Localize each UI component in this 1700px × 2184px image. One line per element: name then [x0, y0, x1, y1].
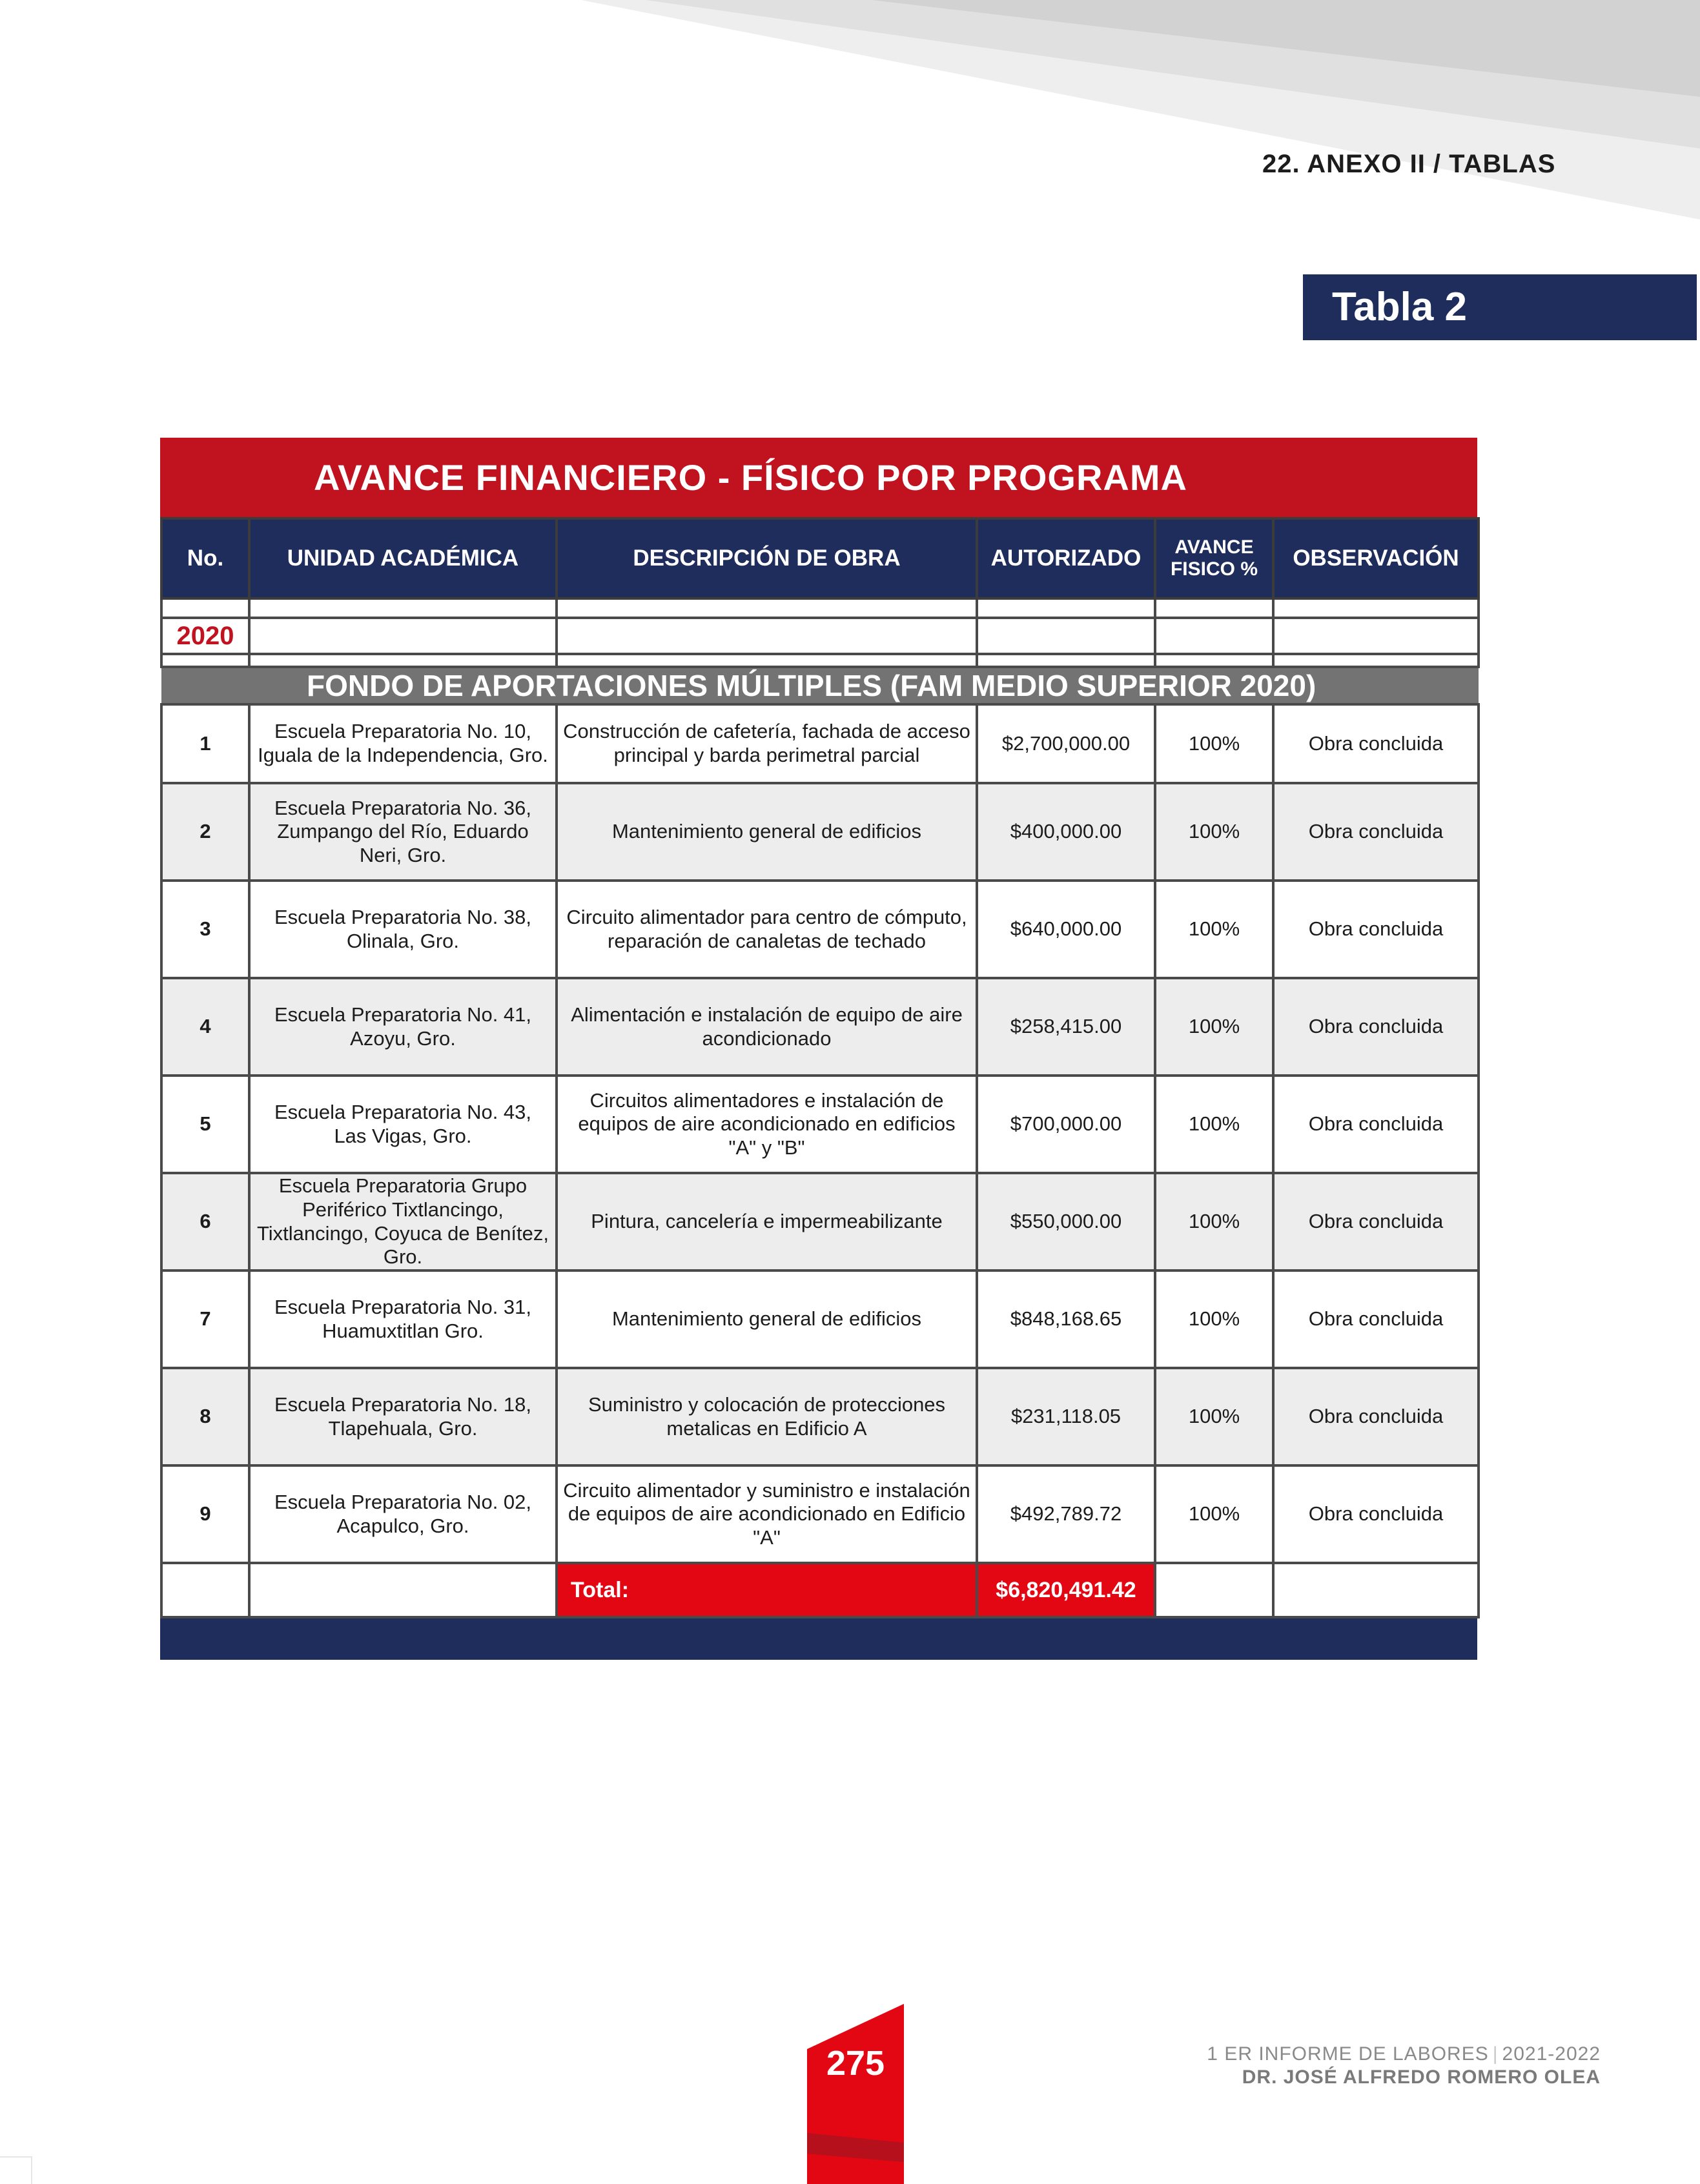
- descripcion-cell: Circuito alimentador y suministro e instalación de equipos de aire acondicionado en Edificio "A": [557, 1465, 977, 1563]
- avance-cell: 100%: [1155, 1076, 1273, 1173]
- autorizado-cell: $640,000.00: [977, 881, 1155, 978]
- column-header-observacion: OBSERVACIÓN: [1273, 518, 1479, 598]
- avance-cell: 100%: [1155, 978, 1273, 1076]
- unidad-academica-cell: Escuela Preparatoria No. 02, Acapulco, Gro.: [249, 1465, 557, 1563]
- column-header-autorizado: AUTORIZADO: [977, 518, 1155, 598]
- descripcion-cell: Alimentación e instalación de equipo de aire acondicionado: [557, 978, 977, 1076]
- row-number: 1: [161, 704, 249, 783]
- avance-cell: 100%: [1155, 704, 1273, 783]
- avance-cell: 100%: [1155, 1465, 1273, 1563]
- unidad-academica-cell: Escuela Preparatoria No. 38, Olinala, Gro.: [249, 881, 557, 978]
- observacion-cell: Obra concluida: [1273, 1368, 1479, 1465]
- descripcion-cell: Mantenimiento general de edificios: [557, 1271, 977, 1368]
- avance-cell: 100%: [1155, 1368, 1273, 1465]
- footer: 1 ER INFORME DE LABORES | 2021-2022 DR. JOSÉ ALFREDO ROMERO OLEA: [1207, 2043, 1601, 2088]
- descripcion-cell: Circuito alimentador para centro de cómputo, reparación de canaletas de techado: [557, 881, 977, 978]
- total-value: $6,820,491.42: [977, 1563, 1155, 1617]
- unidad-academica-cell: Escuela Preparatoria No. 10, Iguala de la Independencia, Gro.: [249, 704, 557, 783]
- table-row: [161, 1368, 1479, 1465]
- table-row: [161, 978, 1479, 1076]
- row-number: 5: [161, 1076, 249, 1173]
- descripcion-cell: Suministro y colocación de protecciones metalicas en Edificio A: [557, 1368, 977, 1465]
- total-row: [161, 1563, 1479, 1617]
- unidad-academica-cell: Escuela Preparatoria No. 43, Las Vigas, Gro.: [249, 1076, 557, 1173]
- footer-author: DR. JOSÉ ALFREDO ROMERO OLEA: [1242, 2067, 1601, 2088]
- unidad-academica-cell: Escuela Preparatoria No. 41, Azoyu, Gro.: [249, 978, 557, 1076]
- table-row: [161, 1076, 1479, 1173]
- autorizado-cell: $550,000.00: [977, 1173, 1155, 1271]
- table-row: [161, 704, 1479, 783]
- row-number: 2: [161, 783, 249, 881]
- footer-report: 1 ER INFORME DE LABORES: [1207, 2043, 1489, 2065]
- descripcion-cell: Pintura, cancelería e impermeabilizante: [557, 1173, 977, 1271]
- spacer-row: [161, 654, 1479, 667]
- observacion-cell: Obra concluida: [1273, 978, 1479, 1076]
- table-header-row: [161, 518, 1479, 598]
- unidad-academica-cell: Escuela Preparatoria No. 31, Huamuxtitlan Gro.: [249, 1271, 557, 1368]
- descripcion-cell: Circuitos alimentadores e instalación de equipos de aire acondicionado en edificios "A" y "B": [557, 1076, 977, 1173]
- table-row: [161, 1173, 1479, 1271]
- financial-table: [160, 438, 1477, 1660]
- row-number: 6: [161, 1173, 249, 1271]
- autorizado-cell: $231,118.05: [977, 1368, 1155, 1465]
- observacion-cell: Obra concluida: [1273, 1076, 1479, 1173]
- table-title: AVANCE FINANCIERO - FÍSICO POR PROGRAMA: [160, 438, 1477, 517]
- footer-period: 2021-2022: [1502, 2043, 1601, 2065]
- row-number: 8: [161, 1368, 249, 1465]
- avance-cell: 100%: [1155, 1173, 1273, 1271]
- unidad-academica-cell: Escuela Preparatoria Grupo Periférico Tixtlancingo, Tixtlancingo, Coyuca de Benítez, Gro.: [249, 1173, 557, 1271]
- total-label: Total:: [557, 1563, 977, 1617]
- autorizado-cell: $492,789.72: [977, 1465, 1155, 1563]
- page-number-tab: [807, 2004, 904, 2184]
- spacer-row: [161, 598, 1479, 618]
- observacion-cell: Obra concluida: [1273, 881, 1479, 978]
- table-row: [161, 881, 1479, 978]
- column-header-unidad: UNIDAD ACADÉMICA: [249, 518, 557, 598]
- autorizado-cell: $2,700,000.00: [977, 704, 1155, 783]
- data-rows: [161, 704, 1479, 1563]
- column-header-no: No.: [161, 518, 249, 598]
- autorizado-cell: $258,415.00: [977, 978, 1155, 1076]
- descripcion-cell: Mantenimiento general de edificios: [557, 783, 977, 881]
- fund-title: FONDO DE APORTACIONES MÚLTIPLES (FAM MEDIO SUPERIOR 2020): [161, 667, 1479, 704]
- observacion-cell: Obra concluida: [1273, 704, 1479, 783]
- observacion-cell: Obra concluida: [1273, 1173, 1479, 1271]
- page-number: 275: [826, 2044, 885, 2083]
- table-row: [161, 783, 1479, 881]
- row-number: 9: [161, 1465, 249, 1563]
- column-header-descripcion: DESCRIPCIÓN DE OBRA: [557, 518, 977, 598]
- year-row: [161, 618, 1479, 654]
- row-number: 3: [161, 881, 249, 978]
- section-title: 22. ANEXO II / TABLAS: [1262, 150, 1556, 178]
- works-table: [160, 517, 1480, 1618]
- table-footer-bar: [160, 1618, 1477, 1660]
- table-row: [161, 1271, 1479, 1368]
- autorizado-cell: $848,168.65: [977, 1271, 1155, 1368]
- table-number-label: Tabla 2: [1303, 274, 1697, 340]
- avance-cell: 100%: [1155, 783, 1273, 881]
- avance-cell: 100%: [1155, 1271, 1273, 1368]
- observacion-cell: Obra concluida: [1273, 783, 1479, 881]
- descripcion-cell: Construcción de cafetería, fachada de acceso principal y barda perimetral parcial: [557, 704, 977, 783]
- year-label: 2020: [161, 618, 249, 654]
- autorizado-cell: $700,000.00: [977, 1076, 1155, 1173]
- avance-cell: 100%: [1155, 881, 1273, 978]
- fund-row: [161, 667, 1479, 704]
- autorizado-cell: $400,000.00: [977, 783, 1155, 881]
- observacion-cell: Obra concluida: [1273, 1271, 1479, 1368]
- table-row: [161, 1465, 1479, 1563]
- corner-crop-mark: [0, 2156, 32, 2184]
- unidad-academica-cell: Escuela Preparatoria No. 18, Tlapehuala, Gro.: [249, 1368, 557, 1465]
- column-header-avance: AVANCE FISICO %: [1155, 518, 1273, 598]
- row-number: 4: [161, 978, 249, 1076]
- observacion-cell: Obra concluida: [1273, 1465, 1479, 1563]
- unidad-academica-cell: Escuela Preparatoria No. 36, Zumpango del Río, Eduardo Neri, Gro.: [249, 783, 557, 881]
- row-number: 7: [161, 1271, 249, 1368]
